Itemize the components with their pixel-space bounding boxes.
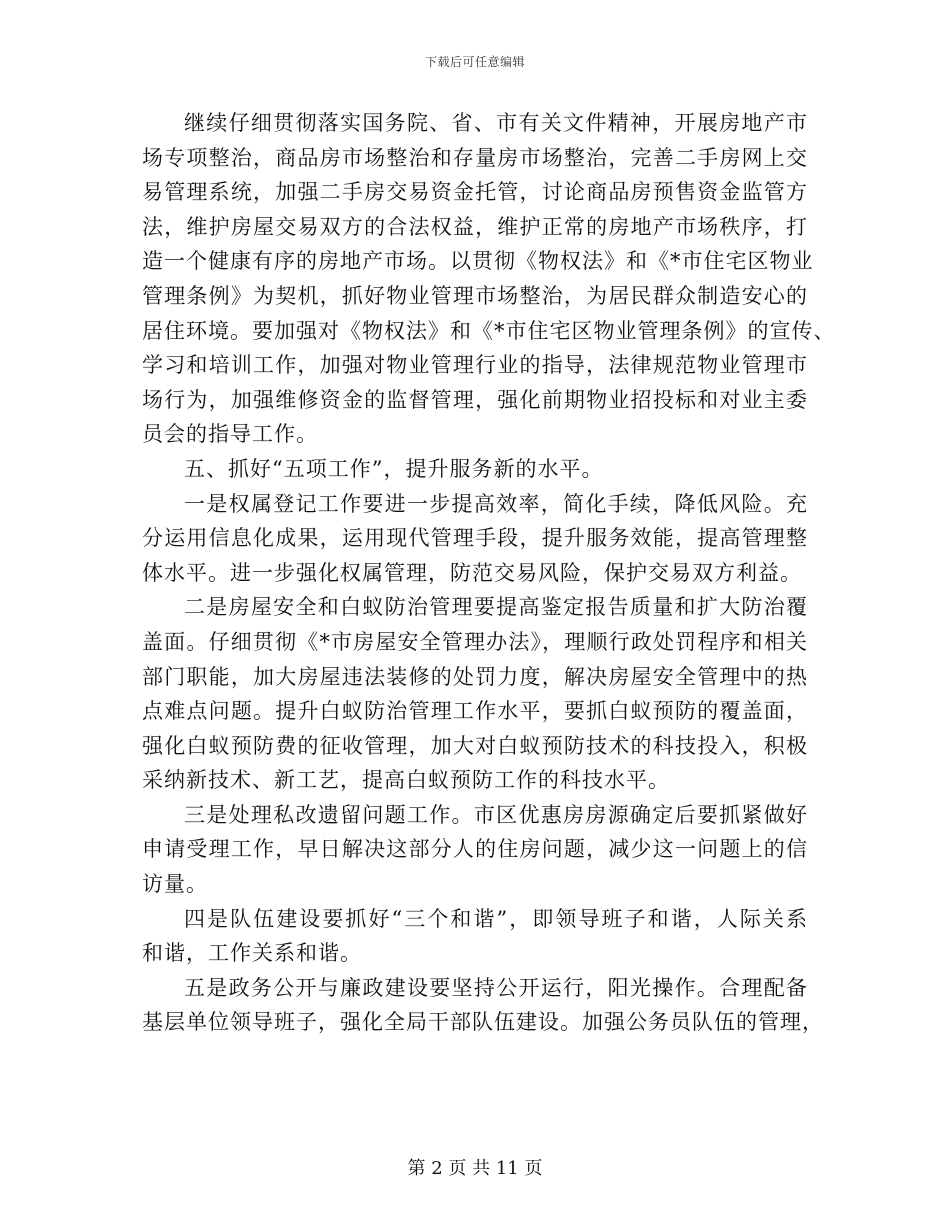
- document-body: [142, 106, 836, 1040]
- text-line: 盖面。仔细贯彻《*市房屋安全管理办法》，理顺行政处罚程序和相关: [142, 629, 808, 654]
- text-line: 一是权属登记工作要进一步提高效率，简化手续，降低风险。充: [184, 491, 808, 516]
- paragraph-item-5: [142, 971, 824, 1040]
- paragraph-item-2: [142, 590, 808, 798]
- page-number: 第 2 页 共 11 页: [407, 1158, 543, 1179]
- text-line: 点难点问题。提升白蚁防治管理工作水平，要抓白蚁预防的覆盖面，: [142, 699, 808, 724]
- text-line: 访量。: [142, 872, 208, 897]
- text-line: 法，维护房屋交易双方的合法权益，维护正常的房地产市场秩序，打: [142, 214, 808, 239]
- paragraph-1: [142, 106, 836, 452]
- text-line: 二是房屋安全和白蚁防治管理要提高鉴定报告质量和扩大防治覆: [184, 595, 808, 620]
- text-line: 申请受理工作，早日解决这部分人的住房问题，减少这一问题上的信: [142, 837, 808, 862]
- text-line: 和谐，工作关系和谐。: [142, 941, 362, 966]
- page-header: 下载后可任意编辑: [424, 55, 525, 69]
- text-line: 易管理系统，加强二手房交易资金托管，讨论商品房预售资金监管方: [142, 180, 808, 205]
- text-line: 采纳新技术、新工艺，提高白蚁预防工作的科技水平。: [142, 768, 670, 793]
- text-line: 分运用信息化成果，运用现代管理手段，提升服务效能，提高管理整: [142, 526, 808, 551]
- text-line: 强化白蚁预防费的征收管理，加大对白蚁预防技术的科技投入，积极: [142, 733, 808, 758]
- paragraph-item-3: [142, 798, 808, 902]
- text-line: 居住环境。要加强对《物权法》和《*市住宅区物业管理条例》的宣传、: [142, 318, 836, 343]
- text-line: 场行为，加强维修资金的监督管理，强化前期物业招投标和对业主委: [142, 387, 808, 412]
- text-line: 五是政务公开与廉政建设要坚持公开运行，阳光操作。合理配备: [184, 975, 808, 1000]
- paragraph-item-4: [142, 902, 808, 971]
- paragraph-item-1: [142, 487, 808, 591]
- text-line: 部门职能，加大房屋违法装修的处罚力度，解决房屋安全管理中的热: [142, 664, 808, 689]
- text-line: 四是队伍建设要抓好“三个和谐”，即领导班子和谐，人际关系: [184, 906, 808, 931]
- text-line: 三是处理私改遗留问题工作。市区优惠房房源确定后要抓紧做好: [184, 802, 808, 827]
- text-line: 学习和培训工作，加强对物业管理行业的指导，法律规范物业管理市: [142, 353, 808, 378]
- text-line: 继续仔细贯彻落实国务院、省、市有关文件精神，开展房地产市: [184, 111, 808, 135]
- text-line: 管理条例》为契机，抓好物业管理市场整治，为居民群众制造安心的: [142, 283, 808, 308]
- text-line: 体水平。进一步强化权属管理，防范交易风险，保护交易双方利益。: [142, 560, 802, 585]
- text-line: 员会的指导工作。: [142, 422, 318, 447]
- text-line: 场专项整治，商品房市场整治和存量房市场整治，完善二手房网上交: [142, 145, 808, 170]
- text-line: 造一个健康有序的房地产市场。以贯彻《物权法》和《*市住宅区物业: [142, 249, 814, 274]
- text-line: 五、抓好“五项工作”，提升服务新的水平。: [184, 456, 604, 481]
- text-line: 基层单位领导班子，强化全局干部队伍建设。加强公务员队伍的管理，: [142, 1010, 824, 1035]
- section-heading-five: [142, 452, 808, 487]
